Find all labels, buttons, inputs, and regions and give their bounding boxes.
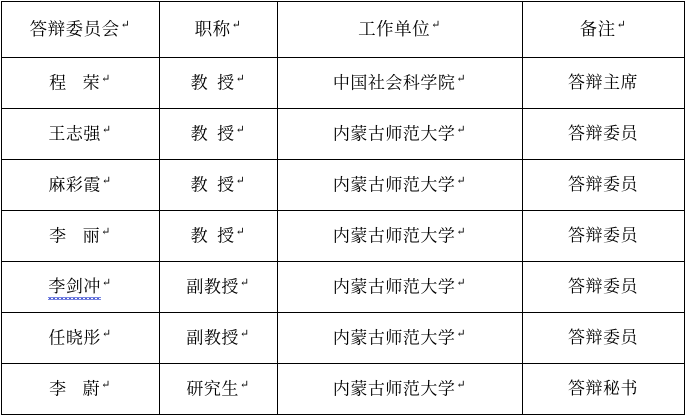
cell-name <box>1 109 159 160</box>
column-header-committee-label: 答辩委员会 <box>29 19 120 40</box>
member-note: 答辩委员 <box>568 276 638 297</box>
cell-unit <box>277 160 522 211</box>
member-unit: 内蒙古师范大学 <box>332 277 456 298</box>
member-unit: 内蒙古师范大学 <box>332 175 456 196</box>
table-row <box>1 364 684 415</box>
member-name: 李 <box>49 226 67 247</box>
cell-name <box>1 211 159 262</box>
formatting-mark: ↵ <box>235 71 246 85</box>
cell-title <box>159 211 277 262</box>
column-header-unit-label: 工作单位 <box>358 19 431 40</box>
formatting-mark: ↵ <box>120 17 131 31</box>
column-header-title <box>159 2 277 58</box>
member-name: 李 <box>49 379 67 400</box>
formatting-mark: ↵ <box>101 326 112 340</box>
formatting-mark: ↵ <box>431 17 441 31</box>
cell-name <box>1 262 159 313</box>
member-title-second: 授 <box>217 124 235 145</box>
member-unit: 内蒙古师范大学 <box>332 124 456 145</box>
cell-unit <box>277 109 522 160</box>
formatting-mark: ↵ <box>101 173 112 187</box>
member-name-second: 蔚 <box>82 379 101 400</box>
member-name: 程 <box>49 73 67 94</box>
formatting-mark: ↵ <box>235 173 246 187</box>
formatting-mark: ↵ <box>456 224 467 238</box>
member-unit: 中国社会科学院 <box>332 73 456 94</box>
formatting-mark: ↵ <box>456 71 467 85</box>
member-note: 答辩委员 <box>568 225 638 246</box>
defense-committee-table <box>1 1 685 415</box>
member-title: 教 <box>190 226 209 247</box>
member-unit: 内蒙古师范大学 <box>332 379 456 400</box>
member-unit: 内蒙古师范大学 <box>332 328 456 349</box>
formatting-mark: ↵ <box>456 377 467 391</box>
member-title: 教 <box>190 175 209 196</box>
cell-title <box>159 364 277 415</box>
formatting-mark: ↵ <box>101 275 112 289</box>
formatting-mark: ↵ <box>235 224 246 238</box>
cell-note <box>522 109 684 160</box>
member-title-second: 授 <box>217 226 235 247</box>
member-name: 李剑冲 <box>48 277 101 298</box>
member-name-second: 荣 <box>82 73 101 94</box>
column-header-title-label: 职称 <box>194 19 231 40</box>
cell-note <box>522 58 684 109</box>
member-note: 答辩委员 <box>568 327 638 348</box>
member-title-second: 授 <box>217 73 235 94</box>
formatting-mark: ↵ <box>456 326 467 340</box>
column-header-unit <box>277 2 522 58</box>
member-title: 副教授 <box>186 277 239 298</box>
cell-title <box>159 262 277 313</box>
table-row <box>1 262 684 313</box>
table-row <box>1 211 684 262</box>
member-name: 麻彩霞 <box>48 175 101 196</box>
column-header-committee <box>1 2 159 58</box>
member-note: 答辩委员 <box>568 174 638 195</box>
cell-unit <box>277 262 522 313</box>
member-title: 副教授 <box>186 328 239 349</box>
member-note: 答辩委员 <box>568 123 638 144</box>
column-header-note-label: 备注 <box>579 19 616 40</box>
cell-name <box>1 58 159 109</box>
cell-name <box>1 160 159 211</box>
table-row <box>1 160 684 211</box>
member-unit: 内蒙古师范大学 <box>332 226 456 247</box>
member-title-second: 授 <box>217 175 235 196</box>
cell-note <box>522 313 684 364</box>
cell-title <box>159 160 277 211</box>
formatting-mark: ↵ <box>456 122 467 136</box>
cell-unit <box>277 58 522 109</box>
table-header-row <box>1 2 684 58</box>
cell-title <box>159 58 277 109</box>
member-name: 王志强 <box>48 124 101 145</box>
member-note: 答辩秘书 <box>568 378 638 399</box>
member-note: 答辩主席 <box>568 72 638 93</box>
formatting-mark: ↵ <box>235 122 246 136</box>
column-header-note <box>522 2 684 58</box>
cell-title <box>159 109 277 160</box>
member-name: 任晓彤 <box>48 328 101 349</box>
formatting-mark: ↵ <box>101 122 112 136</box>
cell-unit <box>277 211 522 262</box>
formatting-mark: ↵ <box>239 275 250 289</box>
member-title: 教 <box>190 73 209 94</box>
cell-note <box>522 160 684 211</box>
table-row <box>1 58 684 109</box>
formatting-mark: ↵ <box>616 17 627 31</box>
formatting-mark: ↵ <box>456 275 467 289</box>
cell-note <box>522 364 684 415</box>
formatting-mark: ↵ <box>231 17 242 31</box>
table-row <box>1 109 684 160</box>
member-title: 研究生 <box>186 379 239 400</box>
member-title: 教 <box>190 124 209 145</box>
cell-name <box>1 313 159 364</box>
cell-title <box>159 313 277 364</box>
cell-name <box>1 364 159 415</box>
formatting-mark: ↵ <box>456 173 467 187</box>
formatting-mark: ↵ <box>101 377 111 391</box>
formatting-mark: ↵ <box>101 224 111 238</box>
cell-note <box>522 211 684 262</box>
table-row <box>1 313 684 364</box>
cell-unit <box>277 364 522 415</box>
spellcheck-underline <box>48 278 101 297</box>
cell-unit <box>277 313 522 364</box>
formatting-mark: ↵ <box>239 326 250 340</box>
formatting-mark: ↵ <box>239 377 250 391</box>
member-name-second: 丽 <box>82 226 101 247</box>
formatting-mark: ↵ <box>101 71 111 85</box>
cell-note <box>522 262 684 313</box>
